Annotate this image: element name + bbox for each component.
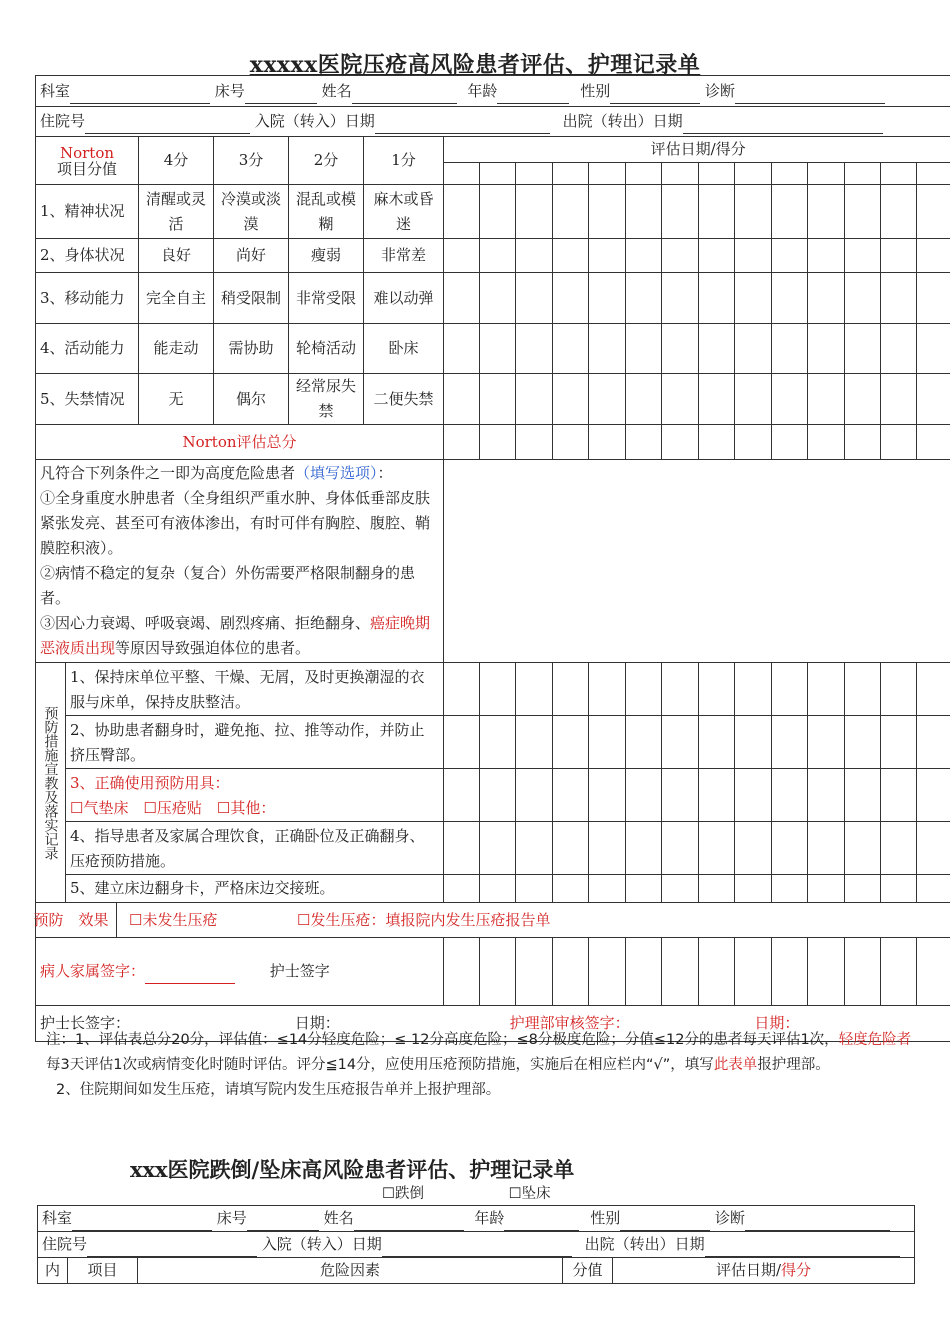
entry-cell[interactable] xyxy=(881,374,917,425)
entry-cell[interactable] xyxy=(808,239,845,273)
measure-1: 1、保持床单位平整、干燥、无屑，及时更换潮湿的衣服与床单，保持皮肤整洁。 xyxy=(66,663,444,716)
fall-sex-field[interactable] xyxy=(620,1213,710,1231)
entry-cell[interactable] xyxy=(516,769,553,822)
total-cell[interactable] xyxy=(881,425,917,460)
total-cell[interactable] xyxy=(662,425,699,460)
entry-cell[interactable] xyxy=(480,374,516,425)
entry-cell[interactable] xyxy=(845,663,881,716)
entry-cell[interactable] xyxy=(772,239,808,273)
score-1-header: 1分 xyxy=(364,137,444,185)
signature-cell[interactable] xyxy=(735,938,772,1006)
entry-cell[interactable] xyxy=(845,716,881,769)
total-cell[interactable] xyxy=(589,425,626,460)
date-cell[interactable] xyxy=(516,163,553,185)
entry-cell[interactable] xyxy=(735,663,772,716)
entry-cell[interactable] xyxy=(917,716,950,769)
entry-cell[interactable] xyxy=(553,185,589,239)
entry-cell[interactable] xyxy=(699,875,735,903)
entry-cell[interactable] xyxy=(662,663,699,716)
entry-cell[interactable] xyxy=(589,716,626,769)
fall-header-item: 项目 xyxy=(68,1258,138,1284)
fall-admission-no-field[interactable] xyxy=(87,1239,257,1257)
entry-cell[interactable] xyxy=(589,875,626,903)
entry-cell[interactable] xyxy=(444,273,480,324)
date-cell[interactable] xyxy=(772,163,808,185)
entry-cell[interactable] xyxy=(662,239,699,273)
date-cell[interactable] xyxy=(917,163,950,185)
entry-cell[interactable] xyxy=(845,239,881,273)
entry-cell[interactable] xyxy=(735,185,772,239)
fall-age-field[interactable] xyxy=(504,1213,579,1231)
entry-cell[interactable] xyxy=(516,822,553,875)
measures-label-cell xyxy=(36,663,66,903)
entry-cell[interactable] xyxy=(589,324,626,374)
entry-cell[interactable] xyxy=(917,273,950,324)
score-cell: 混乱或模糊 xyxy=(289,185,364,239)
entry-cell[interactable] xyxy=(553,663,589,716)
entry-cell[interactable] xyxy=(662,374,699,425)
signature-cell[interactable] xyxy=(881,938,917,1006)
item-label: 2、身体状况 xyxy=(36,239,139,273)
entry-cell[interactable] xyxy=(444,239,480,273)
entry-cell[interactable] xyxy=(808,185,845,239)
eval-date-header: 评估日期/得分 xyxy=(444,137,950,163)
entry-cell[interactable] xyxy=(772,185,808,239)
signature-cell[interactable] xyxy=(917,938,950,1006)
score-cell: 清醒或灵活 xyxy=(139,185,214,239)
score-cell: 完全自主 xyxy=(139,273,214,324)
entry-cell[interactable] xyxy=(735,822,772,875)
item-label: 4、活动能力 xyxy=(36,324,139,374)
entry-cell[interactable] xyxy=(699,273,735,324)
entry-cell[interactable] xyxy=(480,185,516,239)
bed-field[interactable] xyxy=(245,86,317,104)
entry-cell[interactable] xyxy=(699,769,735,822)
fall-risk-form xyxy=(37,1205,915,1284)
score-cell: 非常受限 xyxy=(289,273,364,324)
entry-cell[interactable] xyxy=(808,663,845,716)
score-2-header: 2分 xyxy=(289,137,364,185)
score-cell: 难以动弹 xyxy=(364,273,444,324)
measure-2: 2、协助患者翻身时，避免拖、拉、推等动作，并防止挤压臀部。 xyxy=(66,716,444,769)
entry-cell[interactable] xyxy=(808,769,845,822)
entry-cell[interactable] xyxy=(553,374,589,425)
score-cell: 稍受限制 xyxy=(214,273,289,324)
entry-cell[interactable] xyxy=(917,185,950,239)
item-label: 3、移动能力 xyxy=(36,273,139,324)
entry-cell[interactable] xyxy=(516,324,553,374)
total-cell[interactable] xyxy=(772,425,808,460)
entry-cell[interactable] xyxy=(881,239,917,273)
entry-cell[interactable] xyxy=(735,273,772,324)
entry-cell[interactable] xyxy=(480,769,516,822)
fall-header-score: 分值 xyxy=(563,1258,613,1284)
device-checkboxes[interactable]: ☐气垫床 ☐压疮贴 ☐其他： xyxy=(70,799,276,817)
table-row xyxy=(36,374,950,425)
date-cell[interactable] xyxy=(626,163,662,185)
entry-cell[interactable] xyxy=(917,374,950,425)
entry-cell[interactable] xyxy=(881,769,917,822)
norton-item-header: Norton 项目分值 xyxy=(36,137,139,185)
entry-cell[interactable] xyxy=(626,769,662,822)
entry-cell[interactable] xyxy=(699,663,735,716)
total-cell[interactable] xyxy=(553,425,589,460)
entry-cell[interactable] xyxy=(626,273,662,324)
entry-cell[interactable] xyxy=(735,374,772,425)
signature-cell[interactable] xyxy=(444,938,480,1006)
entry-cell[interactable] xyxy=(845,875,881,903)
score-cell: 瘦弱 xyxy=(289,239,364,273)
entry-cell[interactable] xyxy=(917,769,950,822)
date-cell[interactable] xyxy=(553,163,589,185)
entry-cell[interactable] xyxy=(662,822,699,875)
entry-cell[interactable] xyxy=(699,716,735,769)
score-cell: 需协助 xyxy=(214,324,289,374)
entry-cell[interactable] xyxy=(808,875,845,903)
entry-cell[interactable] xyxy=(553,875,589,903)
total-cell[interactable] xyxy=(917,425,950,460)
entry-cell[interactable] xyxy=(480,273,516,324)
score-cell: 冷漠或淡漠 xyxy=(214,185,289,239)
fall-name-field[interactable] xyxy=(354,1213,464,1231)
entry-cell[interactable] xyxy=(845,374,881,425)
conditions-blank-area xyxy=(444,460,950,663)
score-cell: 二便失禁 xyxy=(364,374,444,425)
patient-info-row: 科室 床号 姓名 年龄 性别 诊断 xyxy=(36,76,950,107)
entry-cell[interactable] xyxy=(845,273,881,324)
score-3-header: 3分 xyxy=(214,137,289,185)
score-cell: 能走动 xyxy=(139,324,214,374)
entry-cell[interactable] xyxy=(444,822,480,875)
entry-cell[interactable] xyxy=(516,239,553,273)
entry-cell[interactable] xyxy=(699,822,735,875)
entry-cell[interactable] xyxy=(881,273,917,324)
entry-cell[interactable] xyxy=(626,374,662,425)
measure-4: 4、指导患者及家属合理饮食，正确卧位及正确翻身、压疮预防措施。 xyxy=(66,822,444,875)
entry-cell[interactable] xyxy=(480,822,516,875)
table-row xyxy=(36,273,950,324)
signature-cell[interactable] xyxy=(808,938,845,1006)
age-field[interactable] xyxy=(497,86,569,104)
entry-cell[interactable] xyxy=(626,185,662,239)
signature-cell[interactable] xyxy=(845,938,881,1006)
diagnosis-field[interactable] xyxy=(735,86,885,104)
entry-cell[interactable] xyxy=(516,374,553,425)
measures-label: 预防措施宣教及落实记录 xyxy=(42,705,59,860)
signature-cell[interactable] xyxy=(516,938,553,1006)
entry-cell[interactable] xyxy=(444,716,480,769)
entry-cell[interactable] xyxy=(917,663,950,716)
table-row xyxy=(36,324,950,374)
entry-cell[interactable] xyxy=(772,374,808,425)
entry-cell[interactable] xyxy=(845,324,881,374)
entry-cell[interactable] xyxy=(589,239,626,273)
entry-cell[interactable] xyxy=(662,875,699,903)
total-cell[interactable] xyxy=(699,425,735,460)
entry-cell[interactable] xyxy=(845,769,881,822)
entry-cell[interactable] xyxy=(772,716,808,769)
total-cell[interactable] xyxy=(845,425,881,460)
entry-cell[interactable] xyxy=(589,185,626,239)
entry-cell[interactable] xyxy=(917,822,950,875)
entry-cell[interactable] xyxy=(881,185,917,239)
fall-admit-date-field[interactable] xyxy=(382,1239,572,1257)
high-risk-conditions: 凡符合下列条件之一即为高度危险患者（填写选项）： ①全身重度水肿患者（全身组织严重水肿、身体低垂部皮肤紧张发亮、甚至可有液体渗出，有时可伴有胸腔、腹腔、鞘膜腔积液）。 ②病情不稳定的复杂（复合）外伤需要严格限制翻身的患者。 ③因心力衰竭、呼吸衰竭、剧烈疼痛、拒绝翻身、癌症晚期恶液质出现等原因导致强迫体位的患者。 xyxy=(36,460,444,663)
entry-cell[interactable] xyxy=(444,875,480,903)
entry-cell[interactable] xyxy=(808,716,845,769)
date-cell[interactable] xyxy=(881,163,917,185)
approval-row: 护士长签字： 日期： 护理部审核签字： 日期： xyxy=(36,1006,950,1042)
total-cell[interactable] xyxy=(516,425,553,460)
fall-diagnosis-field[interactable] xyxy=(745,1213,890,1231)
score-4-header: 4分 xyxy=(139,137,214,185)
fall-admission-info-row: 住院号 入院（转入）日期 出院（转出）日期 xyxy=(38,1232,915,1258)
total-cell[interactable] xyxy=(444,425,480,460)
norton-total-label: Norton评估总分 xyxy=(36,425,444,460)
admit-date-field[interactable] xyxy=(375,116,550,134)
entry-cell[interactable] xyxy=(589,769,626,822)
entry-cell[interactable] xyxy=(553,273,589,324)
entry-cell[interactable] xyxy=(516,663,553,716)
total-cell[interactable] xyxy=(626,425,662,460)
total-cell[interactable] xyxy=(735,425,772,460)
entry-cell[interactable] xyxy=(553,716,589,769)
entry-cell[interactable] xyxy=(917,324,950,374)
pressure-ulcer-form xyxy=(35,75,950,1042)
form-title: xxxxx医院压疮高风险患者评估、护理记录单 xyxy=(249,52,701,78)
entry-cell[interactable] xyxy=(444,663,480,716)
ulcer-occurred-checkbox[interactable]: ☐发生压疮：填报院内发生压疮报告单 xyxy=(297,910,551,929)
fall-discharge-date-field[interactable] xyxy=(705,1239,900,1257)
bed-fall-checkbox[interactable]: ☐坠床 xyxy=(508,1186,551,1202)
entry-cell[interactable] xyxy=(808,374,845,425)
entry-cell[interactable] xyxy=(808,324,845,374)
date-cell[interactable] xyxy=(444,163,480,185)
entry-cell[interactable] xyxy=(662,716,699,769)
entry-cell[interactable] xyxy=(662,769,699,822)
entry-cell[interactable] xyxy=(699,324,735,374)
fall-type-options xyxy=(382,1182,631,1203)
entry-cell[interactable] xyxy=(808,822,845,875)
entry-cell[interactable] xyxy=(516,273,553,324)
entry-cell[interactable] xyxy=(626,663,662,716)
name-field[interactable] xyxy=(352,86,457,104)
score-cell: 卧床 xyxy=(364,324,444,374)
entry-cell[interactable] xyxy=(772,769,808,822)
entry-cell[interactable] xyxy=(553,239,589,273)
entry-cell[interactable] xyxy=(772,324,808,374)
date-cell[interactable] xyxy=(845,163,881,185)
entry-cell[interactable] xyxy=(589,822,626,875)
entry-cell[interactable] xyxy=(772,273,808,324)
discharge-date-field[interactable] xyxy=(683,116,883,134)
score-cell: 偶尔 xyxy=(214,374,289,425)
entry-cell[interactable] xyxy=(589,663,626,716)
entry-cell[interactable] xyxy=(881,875,917,903)
entry-cell[interactable] xyxy=(699,185,735,239)
fall-header-risk: 危险因素 xyxy=(138,1258,563,1284)
score-cell: 经常尿失禁 xyxy=(289,374,364,425)
entry-cell[interactable] xyxy=(516,185,553,239)
fall-form-title: xxx医院跌倒/坠床高风险患者评估、护理记录单 xyxy=(130,1157,575,1182)
entry-cell[interactable] xyxy=(516,716,553,769)
entry-cell[interactable] xyxy=(626,875,662,903)
measure-3: 3、正确使用预防用具： ☐气垫床 ☐压疮贴 ☐其他： xyxy=(66,769,444,822)
date-cell[interactable] xyxy=(662,163,699,185)
entry-cell[interactable] xyxy=(589,374,626,425)
entry-cell[interactable] xyxy=(480,716,516,769)
entry-cell[interactable] xyxy=(662,273,699,324)
measure-5: 5、建立床边翻身卡，严格床边交接班。 xyxy=(66,875,444,903)
form-notes: 注：1、评估表总分20分，评估值：≤14分轻度危险；≤ 12分高度危险；≤8分极度危险；分值≤12分的患者每天评估1次，轻度危险者每3天评估1次或病情变化时随时评估。评分≦14分，应使用压疮预防措施，实施后在相应栏内“√”，填写此表单报护理部。 2、住院期间如发生压疮，请填写院内发生压疮报告单并上报护理部。 xyxy=(46,1032,912,1098)
entry-cell[interactable] xyxy=(480,875,516,903)
entry-cell[interactable] xyxy=(699,239,735,273)
entry-cell[interactable] xyxy=(626,716,662,769)
date-cell[interactable] xyxy=(808,163,845,185)
admission-info-row: 住院号 入院（转入）日期 出院（转出）日期 xyxy=(36,107,950,137)
entry-cell[interactable] xyxy=(917,875,950,903)
entry-cell[interactable] xyxy=(735,875,772,903)
entry-cell[interactable] xyxy=(553,822,589,875)
table-row xyxy=(36,239,950,273)
table-row xyxy=(36,185,950,239)
entry-cell[interactable] xyxy=(699,374,735,425)
signature-row: 病人家属签字： 护士签字 xyxy=(36,938,444,1006)
entry-cell[interactable] xyxy=(444,374,480,425)
entry-cell[interactable] xyxy=(881,324,917,374)
signature-cell[interactable] xyxy=(553,938,589,1006)
no-ulcer-checkbox[interactable]: ☐未发生压疮 xyxy=(129,910,218,929)
entry-cell[interactable] xyxy=(480,239,516,273)
score-cell: 轮椅活动 xyxy=(289,324,364,374)
entry-cell[interactable] xyxy=(480,663,516,716)
sex-field[interactable] xyxy=(610,86,700,104)
entry-cell[interactable] xyxy=(735,769,772,822)
fall-header-eval: 评估日期/得分 xyxy=(613,1258,915,1284)
entry-cell[interactable] xyxy=(589,273,626,324)
signature-cell[interactable] xyxy=(589,938,626,1006)
date-cell[interactable] xyxy=(589,163,626,185)
score-cell: 良好 xyxy=(139,239,214,273)
fall-bed-field[interactable] xyxy=(247,1213,319,1231)
entry-cell[interactable] xyxy=(662,185,699,239)
date-cell[interactable] xyxy=(480,163,516,185)
prevention-effect-row xyxy=(33,903,950,938)
entry-cell[interactable] xyxy=(480,324,516,374)
dept-field[interactable] xyxy=(70,86,210,104)
fall-patient-info-row: 科室 床号 姓名 年龄 性别 诊断 xyxy=(38,1206,915,1232)
entry-cell[interactable] xyxy=(735,324,772,374)
signature-cell[interactable] xyxy=(662,938,699,1006)
signature-cell[interactable] xyxy=(626,938,662,1006)
entry-cell[interactable] xyxy=(772,663,808,716)
signature-cell[interactable] xyxy=(699,938,735,1006)
family-signature-field[interactable] xyxy=(145,966,235,984)
item-label: 1、精神状况 xyxy=(36,185,139,239)
entry-cell[interactable] xyxy=(845,185,881,239)
score-cell: 麻木或昏迷 xyxy=(364,185,444,239)
score-cell: 非常差 xyxy=(364,239,444,273)
entry-cell[interactable] xyxy=(845,822,881,875)
entry-cell[interactable] xyxy=(881,716,917,769)
score-cell: 无 xyxy=(139,374,214,425)
admission-no-field[interactable] xyxy=(85,116,250,134)
entry-cell[interactable] xyxy=(917,239,950,273)
signature-cell[interactable] xyxy=(480,938,516,1006)
entry-cell[interactable] xyxy=(735,239,772,273)
entry-cell[interactable] xyxy=(444,769,480,822)
total-cell[interactable] xyxy=(480,425,516,460)
entry-cell[interactable] xyxy=(662,324,699,374)
entry-cell[interactable] xyxy=(553,324,589,374)
fall-dept-field[interactable] xyxy=(72,1213,212,1231)
fall-checkbox[interactable]: ☐跌倒 xyxy=(382,1186,424,1202)
entry-cell[interactable] xyxy=(772,875,808,903)
date-cell[interactable] xyxy=(699,163,735,185)
entry-cell[interactable] xyxy=(626,239,662,273)
score-cell: 尚好 xyxy=(214,239,289,273)
entry-cell[interactable] xyxy=(444,324,480,374)
date-cell[interactable] xyxy=(735,163,772,185)
entry-cell[interactable] xyxy=(626,822,662,875)
fall-header-content: 内 xyxy=(38,1258,68,1284)
effect-label: 预防 效果 xyxy=(26,903,117,937)
entry-cell[interactable] xyxy=(626,324,662,374)
entry-cell[interactable] xyxy=(516,875,553,903)
entry-cell[interactable] xyxy=(735,716,772,769)
entry-cell[interactable] xyxy=(553,769,589,822)
entry-cell[interactable] xyxy=(808,273,845,324)
entry-cell[interactable] xyxy=(881,822,917,875)
total-cell[interactable] xyxy=(808,425,845,460)
entry-cell[interactable] xyxy=(772,822,808,875)
entry-cell[interactable] xyxy=(881,663,917,716)
entry-cell[interactable] xyxy=(444,185,480,239)
item-label: 5、失禁情况 xyxy=(36,374,139,425)
signature-cell[interactable] xyxy=(772,938,808,1006)
